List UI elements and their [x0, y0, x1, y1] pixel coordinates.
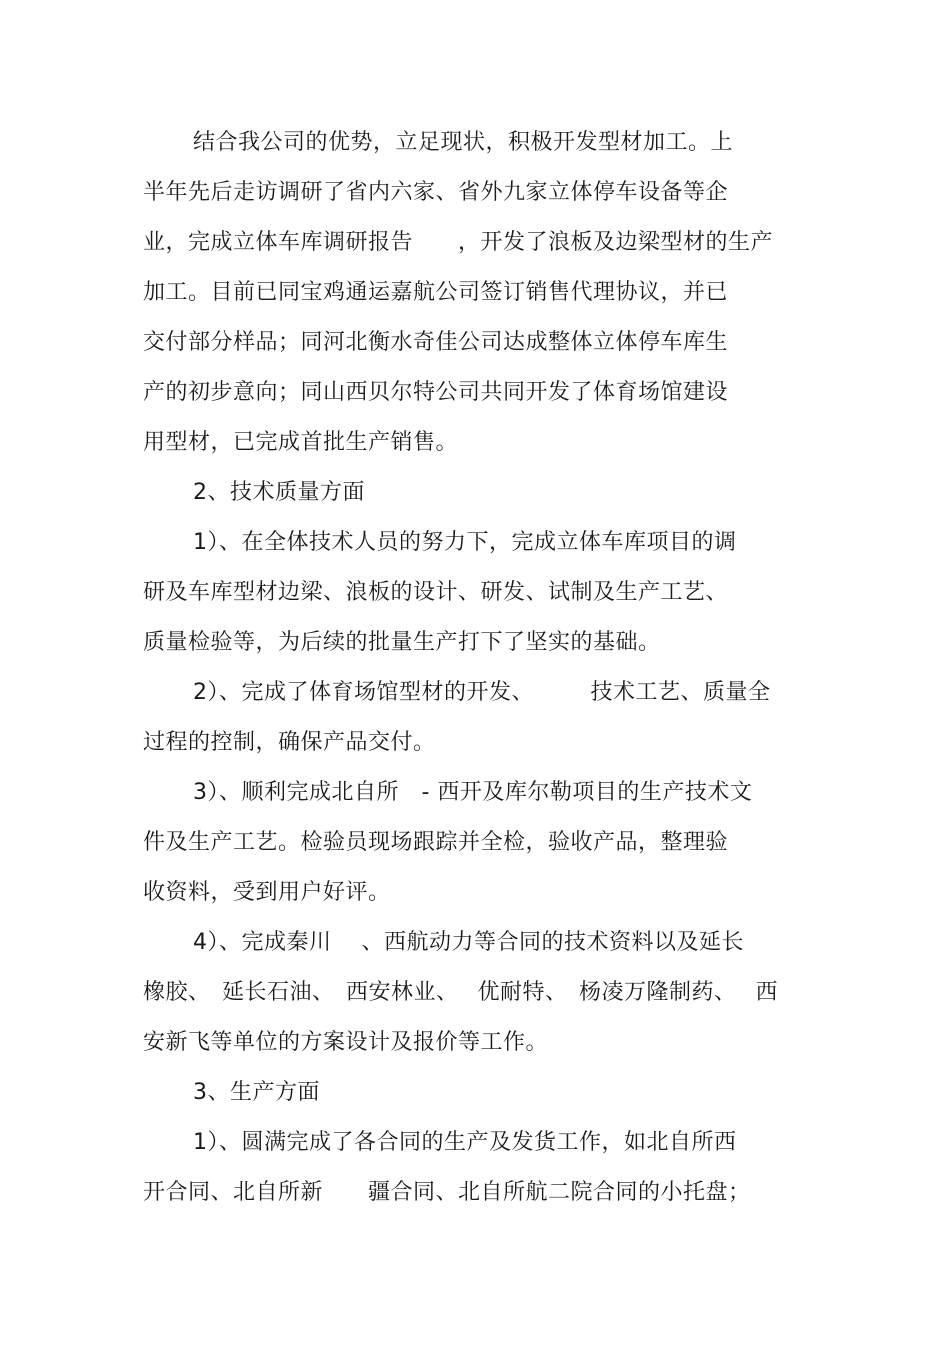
section-heading: 2、技术质量方面 — [193, 480, 365, 505]
text-line: 半年先后走访调研了省内六家、省外九家立体停车设备等企 — [143, 180, 729, 205]
text-line: 1）、在全体技术人员的努力下，完成立体车库项目的调 — [193, 530, 737, 555]
text-line: 加工。目前已同宝鸡通运嘉航公司签订销售代理协议，并已 — [143, 280, 729, 305]
text-line: 过程的控制，确保产品交付。 — [143, 730, 436, 755]
text-line: 开合同、北自所新 疆合同、北自所航二院合同的小托盘； — [143, 1180, 751, 1205]
text-line: 用型材，已完成首批生产销售。 — [143, 430, 459, 455]
text-line: 研及车库型材边梁、浪板的设计、研发、试制及生产工艺、 — [143, 580, 729, 605]
text-line: 3）、顺利完成北自所 - 西开及库尔勒项目的生产技术文 — [193, 780, 753, 805]
text-line: 产的初步意向；同山西贝尔特公司共同开发了体育场馆建设 — [143, 380, 729, 405]
text-line: 业，完成立体车库调研报告 ，开发了浪板及边梁型材的生产 — [143, 230, 774, 255]
text-line: 橡胶、 延长石油、 西安林业、 优耐特、 杨凌万隆制药、 西 — [143, 980, 778, 1005]
text-line: 质量检验等，为后续的批量生产打下了坚实的基础。 — [143, 630, 661, 655]
section-heading: 3、生产方面 — [193, 1080, 320, 1105]
text-line: 收资料，受到用户好评。 — [143, 880, 391, 905]
text-line: 1）、圆满完成了各合同的生产及发货工作，如北自所西 — [193, 1130, 737, 1155]
text-line: 4）、完成秦川 、西航动力等合同的技术资料以及延长 — [193, 930, 744, 955]
text-line: 件及生产工艺。检验员现场跟踪并全检，验收产品，整理验 — [143, 830, 729, 855]
text-line: 安新飞等单位的方案设计及报价等工作。 — [143, 1030, 549, 1055]
text-line: 结合我公司的优势，立足现状，积极开发型材加工。上 — [193, 130, 734, 155]
text-line: 2）、完成了体育场馆型材的开发、 技术工艺、质量全 — [193, 680, 771, 705]
text-line: 交付部分样品；同河北衡水奇佳公司达成整体立体停车库生 — [143, 330, 729, 355]
